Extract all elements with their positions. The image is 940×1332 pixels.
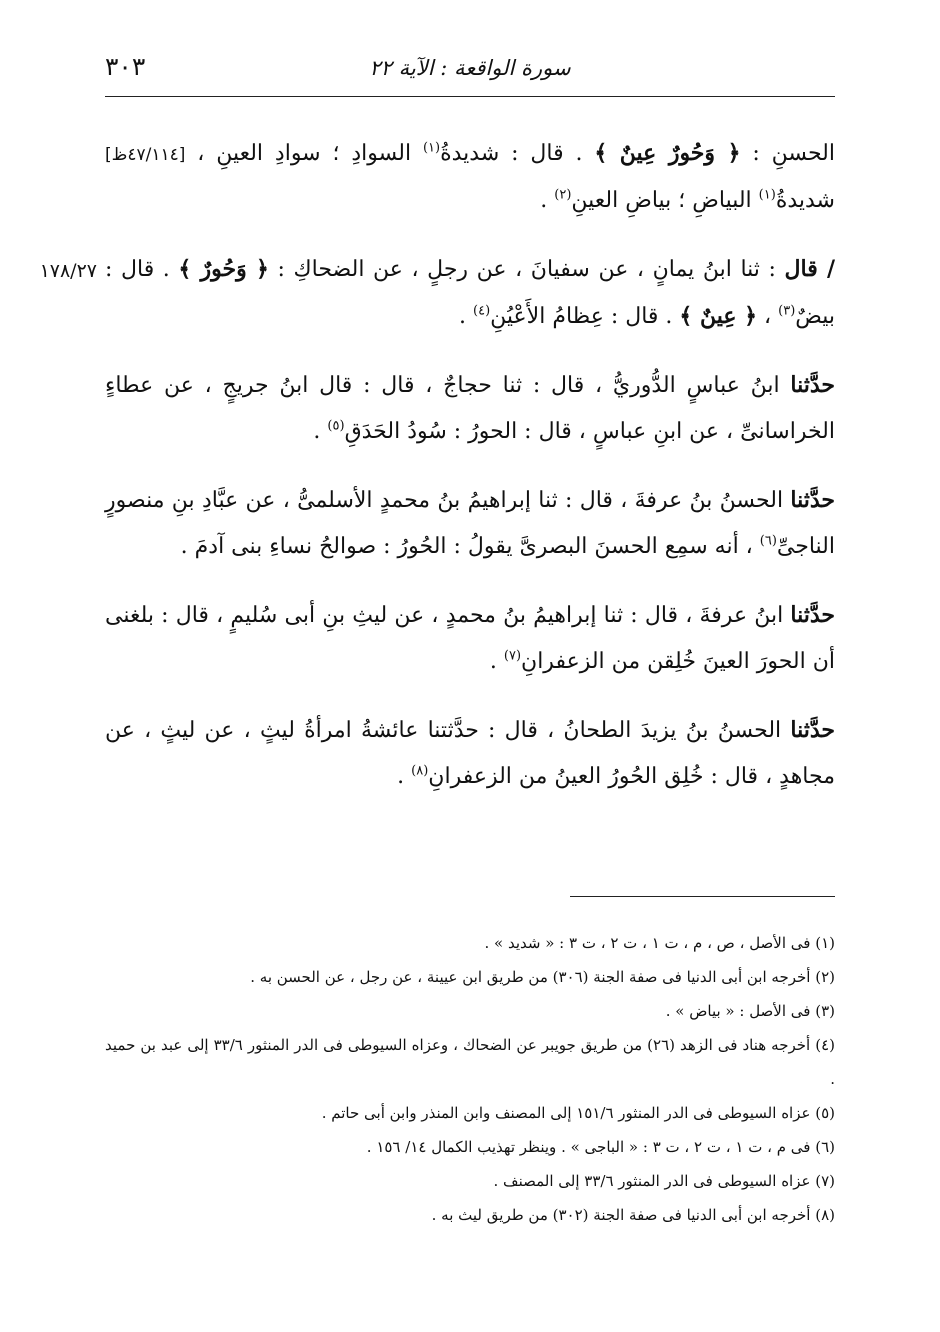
page-header (105, 46, 835, 92)
footnote-3: (٣) فى الأصل : « بياض » . (665, 1002, 835, 1020)
main-text (39, 130, 836, 822)
text: . (313, 419, 328, 444)
running-title: سورة الواقعة : الآية ٢٢ (369, 56, 571, 80)
quran-quote: ﴿ وَحُورٌ ﴾ (178, 256, 269, 282)
footnote-marker: (٦) (759, 533, 777, 549)
footnote-8: (٨) أخرجه ابن أبى الدنيا فى صفة الجنة (٣٠٢) من طريق ليث به . (431, 1206, 835, 1224)
footnote-marker: (١) (758, 187, 776, 203)
text: السوادِ ؛ سوادِ العينِ ، (185, 141, 423, 166)
footnote-marker: (٧) (503, 648, 522, 664)
text: البياضِ ؛ بياضِ العينِ (571, 188, 759, 213)
text: الحسنِ : (740, 141, 835, 166)
header-rule (105, 96, 835, 97)
lead-word: حدَّثنا (790, 602, 835, 628)
text: . (459, 304, 474, 329)
footnote-5: (٥) عزاه السيوطى فى الدر المنثور ١٥١/٦ إلى المصنف وابن المنذر وابن أبى حاتم . (321, 1104, 835, 1122)
text: الحسنُ بنُ يزيدَ الطحانُ ، قال : حدَّثتنا عائشةُ امرأةُ ليثٍ ، عن ليثٍ ، عن مجاهدٍ ، قال : خُلِق الحُورُ العينُ من الزعفرانِ (105, 718, 835, 789)
footnote-marker: (٢) (554, 187, 572, 203)
text: الحسنُ بنُ عرفةَ ، قال : ثنا إبراهيمُ بنُ محمدٍ الأسلمىُّ ، عن عبَّادِ بنِ منصورٍ الناجىِّ (105, 488, 835, 559)
footnotes (105, 926, 835, 1232)
lead-word: / قال (784, 256, 836, 282)
text: : ثنا ابنُ يمانٍ ، عن سفيانَ ، عن رجلٍ ، عن الضحاكِ : (268, 257, 785, 282)
footnote-4: (٤) أخرجه هناد فى الزهد (٢٦) من طريق جويبر عن الضحاك ، وعزاه السيوطى فى الدر المنثور ٣٣/٦ إلى عبد بن حميد . (105, 1036, 836, 1088)
quran-quote: ﴿ عِينٌ ﴾ (679, 303, 758, 329)
footnote-marker: (١) (422, 140, 441, 156)
text: ، أنه سمِع الحسنَ البصرىَّ يقولُ : الحُورُ : صوالحُ نساءِ بنى آدمَ . (180, 534, 760, 559)
footnote-marker: (٣) (778, 303, 796, 319)
paragraph-3 (105, 362, 835, 455)
lead-word: حدَّثنا (790, 487, 835, 513)
text: . قال : بيضٌ (105, 257, 835, 329)
text: . (489, 649, 504, 674)
footnote-marker: (٤) (473, 303, 491, 319)
text: ابنُ عباسٍ الدُّوريُّ ، قال : ثنا حجاجٌ ، قال : قال ابنُ جريجٍ ، عن عطاءٍ الخراسانىِّ ، عن ابنِ عباسٍ ، قال : الحورُ : سُودُ الحَدَقِ (105, 373, 835, 444)
text: ابنُ عرفةَ ، قال : ثنا إبراهيمُ بنُ محمدٍ ، عن ليثِ بنِ أبى سُليمٍ ، قال : بلغنى أن الحورَ العينَ خُلِقن من الزعفرانِ (105, 603, 835, 674)
text: . (540, 188, 555, 213)
paragraph-5 (105, 592, 835, 685)
paragraph-4 (105, 477, 835, 570)
lead-word: حدَّثنا (790, 372, 835, 398)
footnote-2: (٢) أخرجه ابن أبى الدنيا فى صفة الجنة (٣٠٦) من طريق ابن عيينة ، عن رجل ، عن الحسن به . (250, 968, 835, 986)
footnote-6: (٦) فى م ، ت ١ ، ت ٢ ، ت ٣ : « الباجى » . وينظر تهذيب الكمال ١٤/ ١٥٦ . (366, 1138, 835, 1156)
quran-quote: ﴿ وَحُورٌ عِينٌ ﴾ (594, 140, 741, 166)
footnote-7: (٧) عزاه السيوطى فى الدر المنثور ٣٣/٦ إلى المصنف . (493, 1172, 835, 1190)
text: شديدةُ (775, 188, 835, 213)
paragraph-6 (105, 707, 835, 800)
paragraph-2 (39, 246, 836, 340)
lead-word: حدَّثنا (790, 717, 835, 743)
text: . قال : شديدةُ (440, 141, 595, 166)
footnote-marker: (٥) (327, 418, 345, 434)
paragraph-1 (105, 130, 835, 224)
margin-reference: ١٧٨/٢٧ (39, 260, 97, 282)
text: . قال : عِظامُ الأَعْيُنِ (490, 304, 680, 329)
footnote-rule (570, 896, 835, 897)
footnote-1: (١) فى الأصل ، ص ، م ، ت ١ ، ت ٢ ، ت ٣ : « شديد » . (484, 934, 835, 952)
text: ، (757, 304, 779, 329)
footnote-marker: (٨) (411, 763, 429, 779)
text: . (397, 764, 412, 789)
manuscript-reference: [٤٧/١١٤ظ] (105, 145, 186, 165)
page-number: ٣٠٣ (105, 52, 146, 81)
